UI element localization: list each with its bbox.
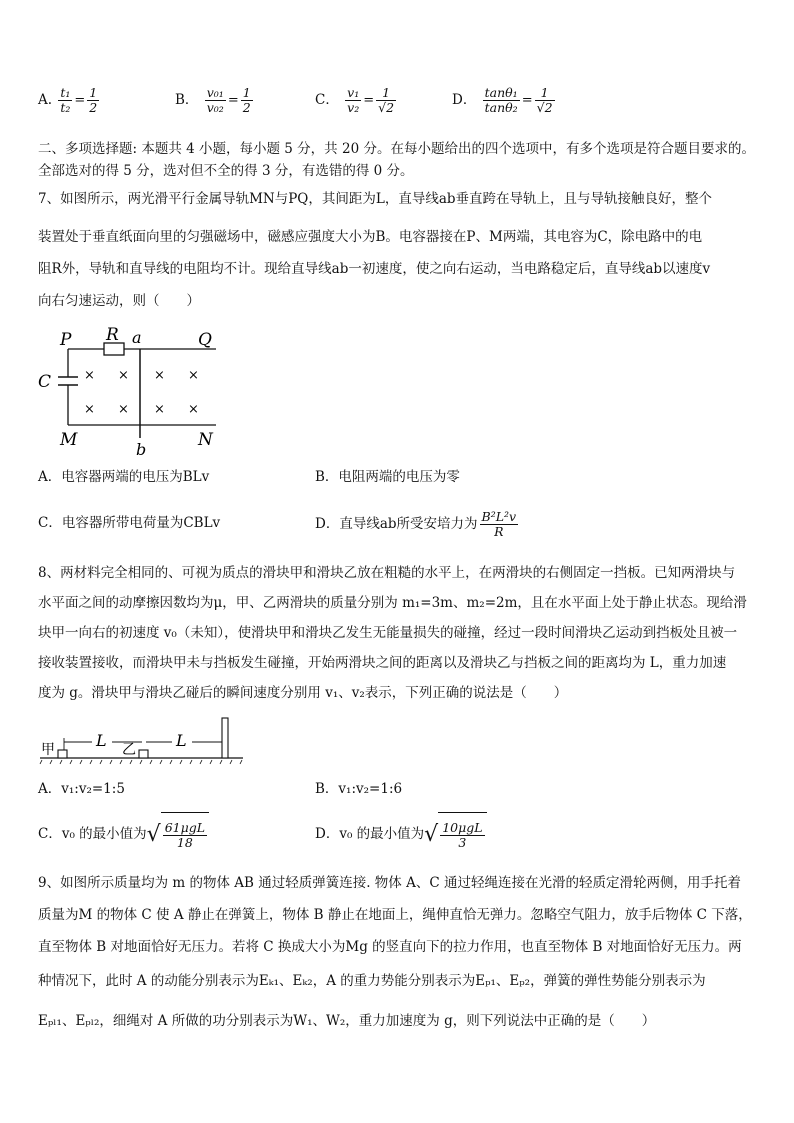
q6-option-b[interactable]: B． $\frac{\text{v₀₁}}{\text{v₀₂}}$ = $\frac{1}{2}$ [175,85,251,115]
q8-option-d[interactable]: D．v₀ 的最小值为√ $\frac{\text{10μgL}}{3}$ [315,812,487,857]
label-b: b [136,440,147,459]
ground-hatch [170,760,172,764]
slider-yi [139,750,148,758]
q8-stem-line: 块甲一向右的初速度 v₀（未知），使滑块甲和滑块乙发生无能量损失的碰撞，经过一段时间滑块乙运动到挡板处且被一 [38,625,738,641]
ground-hatch [210,760,212,764]
fraction: $\frac{\text{v₀₁}}{\text{v₀₂}}$ [206,85,224,115]
field-cross: × [188,402,199,417]
fraction: $\frac{1}{2}$ [89,85,98,115]
q7-option-a[interactable]: A．电容器两端的电压为BLv [38,469,210,485]
label-N: N [198,430,213,450]
label-yi: 乙 [122,742,136,758]
label-R: R [106,325,119,345]
ground-hatch [140,760,142,764]
ground-hatch [230,760,232,764]
ground-hatch [240,760,242,764]
field-cross: × [188,368,199,383]
q8-stem-line: 度为 g。滑块甲与滑块乙碰后的瞬间速度分别用 v₁、v₂表示，下列正确的说法是（ ） [38,685,568,701]
q7-stem-line: 7、如图所示，两光滑平行金属导轨MN与PQ，其间距为L，直导线ab垂直跨在导轨上，且与导轨接触良好，整个 [38,191,713,207]
field-cross: × [84,368,95,383]
fraction: $\frac{1}{√2}$ [536,85,553,115]
fraction: $\frac{1}{√2}$ [378,85,395,115]
q8-option-a[interactable]: A．v₁:v₂=1:5 [38,781,125,797]
q8-stem-line: 8、两材料完全相同的、可视为质点的滑块甲和滑块乙放在粗糙的水平上，在两滑块的右侧固定一挡板。已知两滑块与 [38,565,736,581]
label-M: M [60,430,78,450]
barrier-plate [222,718,228,758]
ground-hatch [180,760,182,764]
ground-hatch [150,760,152,764]
ground-hatch [110,760,112,764]
q9-stem-line: 9、如图所示质量均为 m 的物体 AB 通过轻质弹簧连接. 物体 A、C 通过轻绳连接在光滑的轻质定滑轮两侧，用手托着 [38,875,741,891]
fraction: $\frac{\text{B²L²v}}{R}$ [481,509,517,539]
ground-hatch [80,760,82,764]
fraction: $\frac{\text{tanθ₁}}{\text{tanθ₂}}$ [484,85,518,115]
q7-circuit-figure [36,325,236,460]
field-cross: × [154,368,165,383]
sqrt-expression: √ $\frac{\text{61μgL}}{18}$ [147,812,209,857]
label-L2: L [176,731,187,750]
ground-hatch [50,760,52,764]
q7-stem-line: 装置处于垂直纸面向里的匀强磁场中，磁感应强度大小为B。电容器接在P、M两端，其电容为C，除电路中的电 [38,229,703,245]
ground-hatch [90,760,92,764]
section-heading: 二、多项选择题: 本题共 4 小题，每小题 5 分，共 20 分。在每小题给出的四个选项中，有多个选项是符合题目要求的。 [38,141,755,157]
ground-hatch [160,760,162,764]
q7-option-d[interactable]: D．直导线ab所受安培力为 $\frac{\text{B²L²v}}{R}$ [315,509,517,539]
q8-stem-line: 水平面之间的动摩擦因数均为μ，甲、乙两滑块的质量分别为 m₁=3m、m₂=2m，且在水平面上处于静止状态。现给滑 [38,595,747,611]
q8-option-b[interactable]: B．v₁:v₂=1:6 [315,781,403,797]
q9-stem-line: 质量为M 的物体 C 使 A 静止在弹簧上，物体 B 静止在地面上，绳伸直恰无弹力。忽略空气阻力，放手后物体 C 下落， [38,907,752,923]
label-jia: 甲 [41,742,55,758]
section-heading-cont: 全部选对的得 5 分，选对但不全的得 3 分，有选错的得 0 分。 [38,163,414,179]
ground-hatch [220,760,222,764]
field-cross: × [118,402,129,417]
q8-option-c[interactable]: C．v₀ 的最小值为√ $\frac{\text{61μgL}}{18}$ [38,812,209,857]
q7-option-b[interactable]: B．电阻两端的电压为零 [315,469,460,485]
field-cross: × [118,368,129,383]
label-P: P [60,330,72,350]
ground-hatch [100,760,102,764]
q9-stem-line: 直至物体 B 对地面恰好无压力。若将 C 换成大小为Mg 的竖直向下的拉力作用，也直至物体 B 对地面恰好无压力。两 [38,939,742,955]
ground-hatch [190,760,192,764]
q8-sliders-figure [38,716,248,766]
ground-hatch [200,760,202,764]
q9-stem-line: Eₚₗ₁、Eₚₗ₂，细绳对 A 所做的功分别表示为W₁、W₂，重力加速度为 g，则下列说法中正确的是（ ） [38,1013,656,1029]
q9-stem-line: 种情况下，此时 A 的动能分别表示为Eₖ₁、Eₖ₂，A 的重力势能分别表示为Eₚ₁、Eₚ₂，弹簧的弹性势能分别表示为 [38,973,706,989]
ground-hatch [70,760,72,764]
fraction: $\frac{\text{v₁}}{\text{v₂}}$ [347,85,360,115]
fraction: $\frac{1}{2}$ [242,85,251,115]
ground-hatch [60,760,62,764]
label-C: C [38,372,52,392]
ground-hatch [130,760,132,764]
fraction: $\frac{\text{t₁}}{\text{t₂}}$ [60,85,71,115]
ground-hatch [40,760,42,764]
label-a: a [132,328,142,347]
q6-option-c[interactable]: C． $\frac{\text{v₁}}{\text{v₂}}$ = $\frac{1}{√2}$ [315,85,395,115]
q8-stem-line: 接收装置接收，而滑块甲未与挡板发生碰撞，开始两滑块之间的距离以及滑块乙与挡板之间的距离均为 L，重力加速 [38,655,727,671]
ground-hatch [120,760,122,764]
label-Q: Q [198,330,212,350]
label-L1: L [96,731,107,750]
q6-option-d[interactable]: D． $\frac{\text{tanθ₁}}{\text{tanθ₂}}$ = $\frac{1}{√2}$ [452,85,553,115]
q7-option-c[interactable]: C．电容器所带电荷量为CBLv [38,515,221,531]
field-cross: × [154,402,165,417]
field-cross: × [84,402,95,417]
q7-stem-line: 向右匀速运动，则（ ） [38,293,200,309]
sqrt-expression: √ $\frac{\text{10μgL}}{3}$ [424,812,486,857]
q6-option-a[interactable]: A. $\frac{\text{t₁}}{\text{t₂}}$ = $\frac{1}{2}$ [38,85,98,115]
q7-stem-line: 阻R外，导轨和直导线的电阻均不计。现给直导线ab一初速度，使之向右运动，当电路稳定后，直导线ab以速度v [38,261,711,277]
slider-jia [58,750,67,758]
